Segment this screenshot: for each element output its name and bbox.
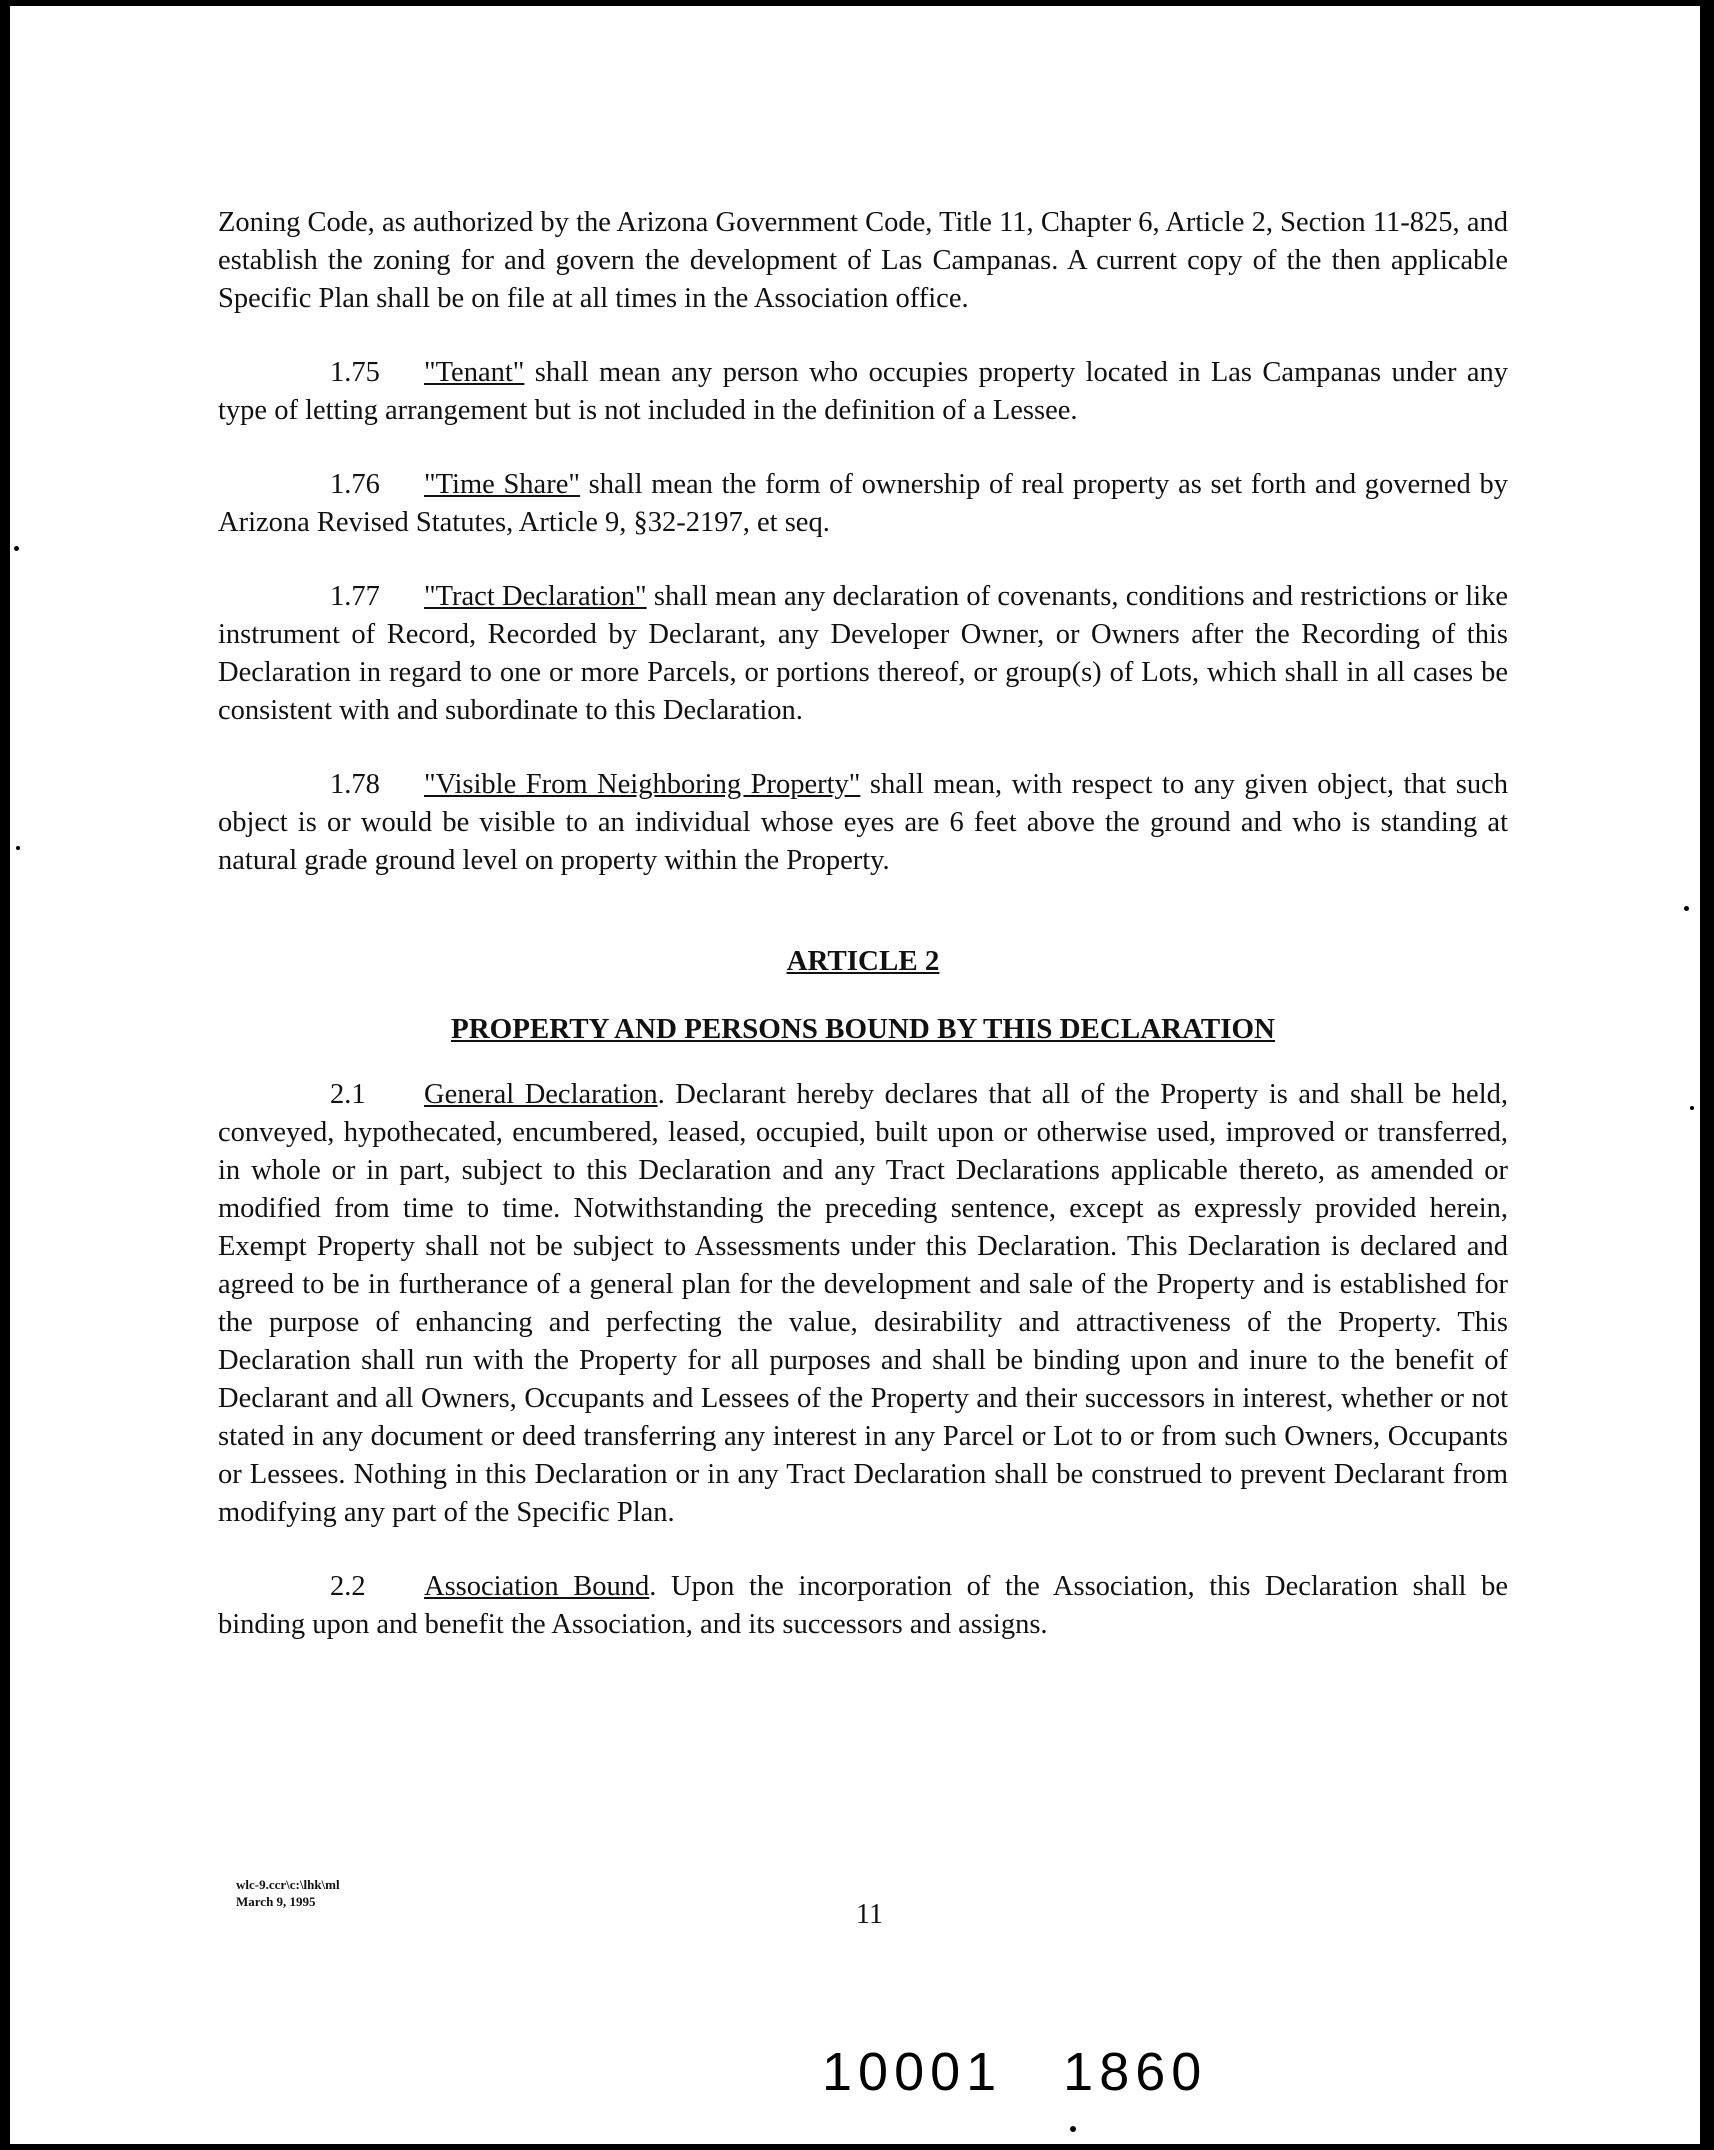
recording-number: 10001 1860 (822, 2042, 1208, 2102)
file-ref: wlc-9.ccr\c:\lhk\ml (236, 1877, 340, 1892)
definition-text: shall mean any declaration of covenants, conditions and restrictions or like instrument of Record, Recorded by Declarant, any Developer Owner, or Owners after the Recording of this Declaration in regard to one or more Parcels, or portions thereof, or group(s) of Lots, which shall in all cases be consistent with and subordinate to this Declaration. (218, 581, 1508, 726)
definition-1-77 (218, 578, 1508, 730)
definition-text: shall mean, with respect to any given object, that such object is or would be visible to an individual whose eyes are 6 feet above the ground and who is standing at natural grade ground level on property within the Property. (218, 769, 1508, 876)
article-title: ARTICLE 2 (786, 945, 940, 977)
section-text: . Declarant hereby declares that all of the Property is and shall be held, conveyed, hypothecated, encumbered, leased, occupied, built upon or otherwise used, improved or transferred, in whole or in part, subject to this Declaration and any Tract Declarations applicable thereto, as amended or modified from time to time. Notwithstanding the preceding sentence, except as expressly provided herein, Exempt Property shall not be subject to Assessments under this Declaration. This Declaration is declared and agreed to be in furtherance of a general plan for the development and sale of the Property and is established for the purpose of enhancing and perfecting the value, desirability and attractiveness of the Property. This Declaration shall run with the Property for all purposes and shall be binding upon and inure to the benefit of Declarant and all Owners, Occupants and Lessees of the Property and their successors in interest, whether or not stated in any document or deed transferring any interest in any Parcel or Lot to or from such Owners, Occupants or Lessees. Nothing in this Declaration or in any Tract Declaration shall be construed to prevent Declarant from modifying any part of the Specific Plan. (218, 1079, 1508, 1528)
intro-paragraph: Zoning Code, as authorized by the Arizona Government Code, Title 11, Chapter 6, Article 2, Section 11-825, and establish the zoning for and govern the development of Las Campanas. A current copy of the then applicable Specific Plan shall be on file at all times in the Association office. (218, 207, 1508, 314)
definition-term: "Time Share" (424, 469, 580, 500)
definition-number: 1.77 (330, 581, 380, 612)
section-text: . Upon the incorporation of the Association, this Declaration shall be binding upon and benefit the Association, and its successors and assigns. (218, 1571, 1509, 1640)
definition-term: "Tenant" (424, 357, 525, 388)
section-2-2 (218, 1568, 1508, 1644)
document-page (10, 6, 1700, 2144)
definition-term: "Visible From Neighboring Property" (424, 769, 861, 800)
definition-number: 1.75 (330, 357, 380, 388)
section-heading: General Declaration (424, 1079, 658, 1110)
section-number: 2.1 (330, 1079, 366, 1110)
scan-speck (16, 846, 20, 850)
definition-text: shall mean the form of ownership of real property as set forth and governed by Arizona Revised Statutes, Article 9, §32-2197, et seq. (218, 469, 1508, 538)
definition-1-75 (218, 354, 1508, 430)
section-2-1 (218, 1076, 1508, 1532)
footer-file-reference (236, 1876, 340, 1910)
definition-1-78 (218, 766, 1508, 880)
scan-speck (1690, 1106, 1694, 1110)
page-number: 11 (856, 1899, 883, 1930)
definition-number: 1.78 (330, 769, 380, 800)
definition-term: "Tract Declaration" (424, 581, 647, 612)
scan-speck (1070, 2126, 1076, 2132)
definition-text: shall mean any person who occupies property located in Las Campanas under any type of letting arrangement but is not included in the definition of a Lessee. (218, 357, 1508, 426)
document-body (218, 204, 1508, 1680)
section-heading: Association Bound (424, 1571, 650, 1602)
definition-number: 1.76 (330, 469, 380, 500)
document-date: March 9, 1995 (236, 1894, 316, 1909)
section-number: 2.2 (330, 1571, 366, 1602)
article-subtitle: PROPERTY AND PERSONS BOUND BY THIS DECLARATION (451, 1013, 1275, 1045)
scan-speck (14, 546, 19, 551)
scan-speck (1684, 906, 1689, 911)
definition-1-76 (218, 466, 1508, 542)
